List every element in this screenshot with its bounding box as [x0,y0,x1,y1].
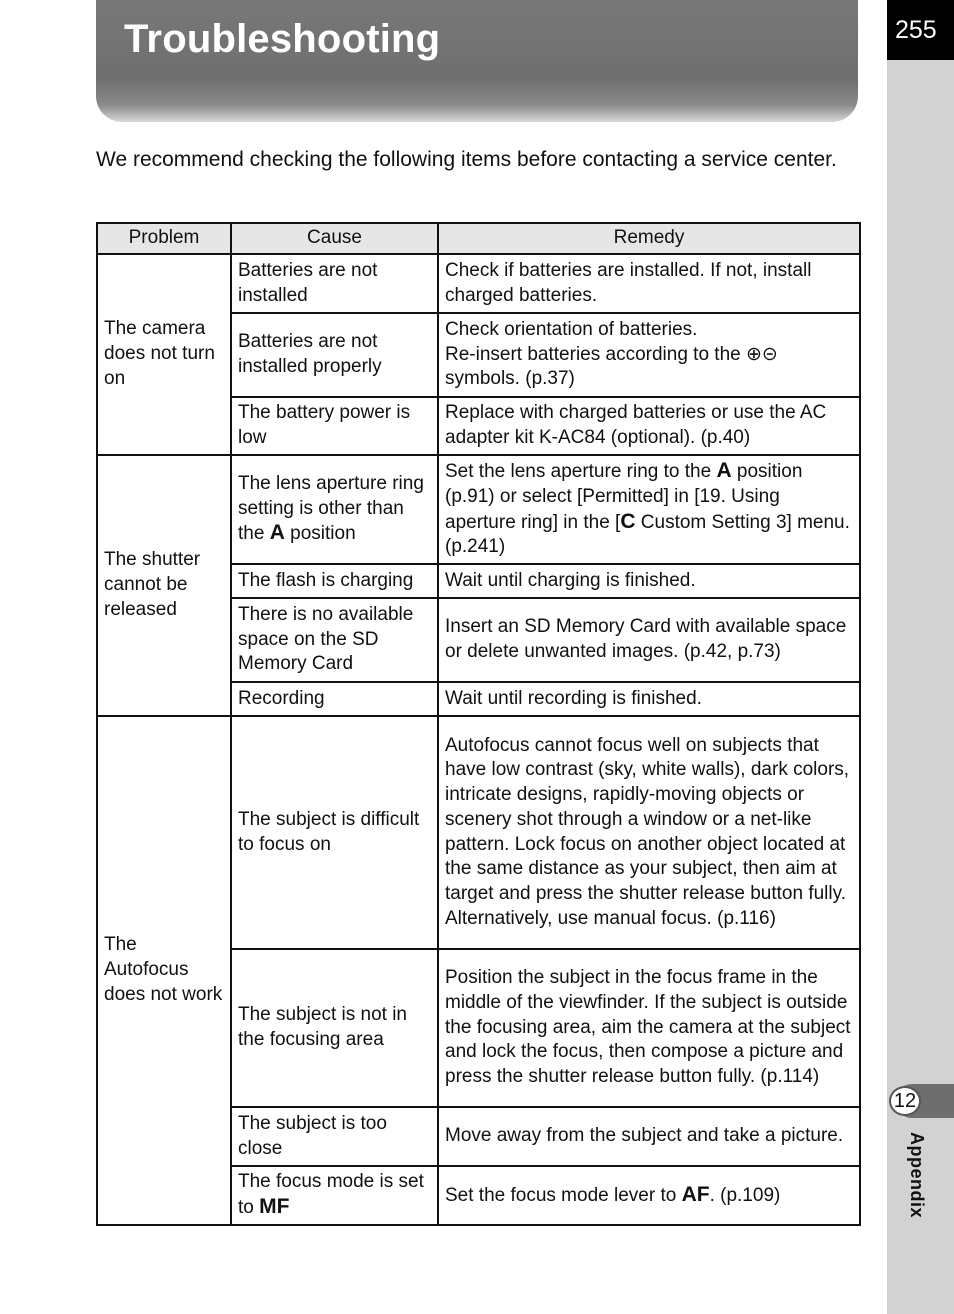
aperture-a-symbol: A [269,521,285,545]
remedy-cell [438,716,860,949]
chapter-label: Appendix [907,1132,927,1219]
remedy-line: Autofocus cannot focus well on subjects that have low contrast (sky, white walls), dark colors, intricate designs, rapidly-moving objects or scenery shot through a window or a net-like pattern. Lock focus on another object located at the same distance as your subject, then aim at target and press the shutter release button fully. [445,734,850,904]
remedy-text: Set the focus mode lever to [445,1184,677,1206]
cause-cell: The subject is too close [231,1107,438,1166]
remedy-text: . (p.109) [709,1184,781,1206]
remedy-cell: Wait until charging is finished. [438,564,860,598]
remedy-cell: Insert an SD Memory Card with available space or delete unwanted images. (p.42, p.73) [438,598,860,682]
page-title: Troubleshooting [124,17,441,61]
intro-text: We recommend checking the following items before contacting a service center. [96,148,837,171]
cause-text: The lens aperture ring setting is other than the [238,472,424,545]
header-remedy: Remedy [438,223,860,254]
cause-cell: The subject is not in the focusing area [231,949,438,1107]
remedy-cell: Move away from the subject and take a picture. [438,1107,860,1166]
cause-cell: There is no available space on the SD Memory Card [231,598,438,682]
cause-cell: Batteries are not installed properly [231,313,438,397]
cause-cell: The battery power is low [231,397,438,455]
remedy-cell [438,455,860,564]
header-cause: Cause [231,223,438,254]
page-number: 255 [887,0,954,60]
remedy-cell [438,1166,860,1225]
problem-cell: The shutter cannot be released [97,455,231,716]
table-row [97,716,860,949]
remedy-text: position (p.91) or select [Permitted] in [19. Using aperture ring] in the [ [445,461,803,533]
remedy-text: Custom Setting 3] menu. (p.241) [445,511,850,558]
troubleshooting-table [96,222,861,1226]
cause-cell: Recording [231,682,438,716]
cause-text: The focus mode is set to [238,1171,424,1218]
custom-menu-c-symbol: C [620,509,636,533]
cause-cell: The subject is difficult to focus on [231,716,438,949]
cause-cell: Batteries are not installed [231,254,438,313]
remedy-cell: Replace with charged batteries or use the AC adapter kit K-AC84 (optional). (p.40) [438,397,860,455]
remedy-cell: Wait until recording is finished. [438,682,860,716]
cause-cell [231,455,438,564]
problem-cell: The camera does not turn on [97,254,231,455]
cause-cell: The flash is charging [231,564,438,598]
cause-cell [231,1166,438,1225]
table-row [97,455,860,564]
remedy-line: Alternatively, use manual focus. (p.116) [445,907,776,929]
table-row [97,254,860,313]
remedy-text: Set the lens aperture ring to the [445,461,712,483]
header-problem: Problem [97,223,231,254]
remedy-cell: Position the subject in the focus frame in the middle of the viewfinder. If the subject is outside the focusing area, aim the camera at the subject and lock the focus, then compose a picture and press the shutter release button fully. (p.114) [438,949,860,1107]
manual-focus-mf-symbol: MF [259,1195,290,1218]
remedy-line: Check orientation of batteries. [445,318,698,340]
aperture-a-symbol: A [716,459,732,483]
remedy-cell: Check if batteries are installed. If not, install charged batteries. [438,254,860,313]
remedy-line: Re-insert batteries according to the ⊕⊝ symbols. (p.37) [445,343,778,390]
cause-text: position [290,523,356,545]
autofocus-af-symbol: AF [681,1182,710,1206]
remedy-cell [438,313,860,397]
table-header-row [97,223,860,254]
chapter-number: 12 [889,1086,921,1116]
problem-cell: The Autofocus does not work [97,716,231,1225]
